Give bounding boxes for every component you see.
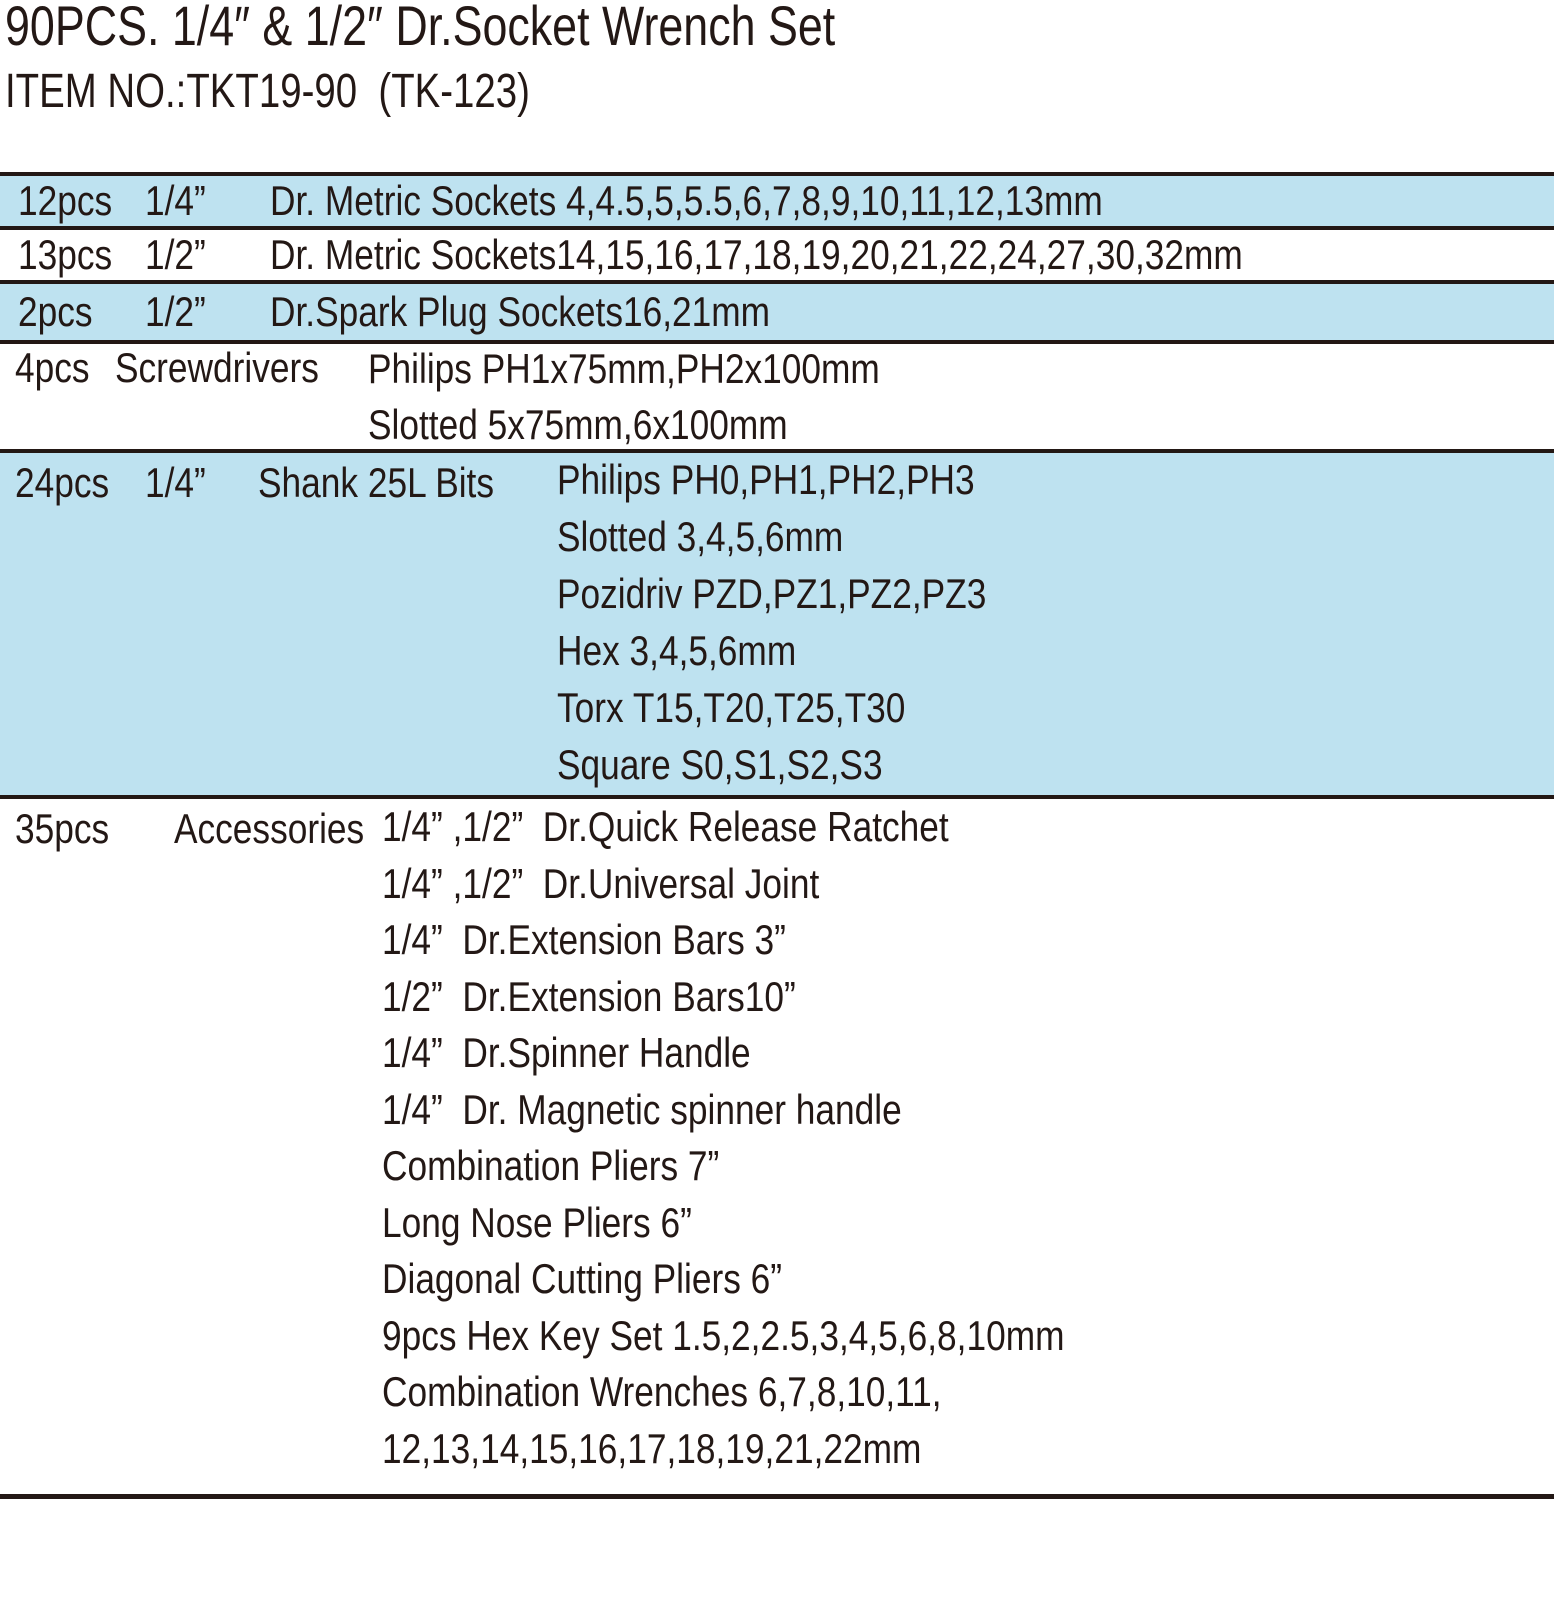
detail-line: Slotted 3,4,5,6mm <box>557 513 844 560</box>
qty-cell: 4pcs <box>15 344 90 391</box>
item-number: ITEM NO.:TKT19-90 (TK-123) <box>5 65 530 118</box>
table-row <box>0 176 1554 226</box>
qty-cell: 35pcs <box>15 805 110 852</box>
page-title: 90PCS. 1/4″ & 1/2″ Dr.Socket Wrench Set <box>5 0 836 57</box>
table-row <box>0 449 1554 795</box>
detail-line: Slotted 5x75mm,6x100mm <box>368 401 788 448</box>
detail-line: Long Nose Pliers 6” <box>382 1198 692 1246</box>
qty-cell: 12pcs <box>18 177 113 224</box>
desc-cell: Dr. Metric Sockets 4,4.5,5,5.5,6,7,8,9,10,11,12,13mm <box>270 177 1103 224</box>
detail-line: Philips PH1x75mm,PH2x100mm <box>368 345 880 392</box>
detail-list <box>368 341 977 453</box>
detail-line: Square S0,S1,S2,S3 <box>557 741 883 788</box>
label-cell: Shank 25L Bits <box>258 459 495 506</box>
table-row <box>0 340 1554 449</box>
detail-line: 1/4” Dr.Spinner Handle <box>382 1029 751 1076</box>
size-cell: 1/4” <box>145 177 206 224</box>
detail-line: 1/4” ,1/2” Dr.Quick Release Ratchet <box>382 803 949 850</box>
table-row <box>0 795 1554 1494</box>
detail-line: 9pcs Hex Key Set 1.5,2,2.5,3,4,5,6,8,10mm <box>382 1311 1065 1359</box>
table-row <box>0 226 1554 280</box>
qty-cell: 13pcs <box>18 231 113 278</box>
detail-line: 1/2” Dr.Extension Bars10” <box>382 972 796 1020</box>
qty-cell: 24pcs <box>15 459 110 506</box>
detail-line: 12,13,14,15,16,17,18,19,21,22mm <box>382 1424 922 1472</box>
spec-table <box>0 172 1554 1499</box>
desc-cell: Dr.Spark Plug Sockets16,21mm <box>270 288 771 335</box>
detail-list <box>557 451 1068 793</box>
label-cell: Screwdrivers <box>115 344 319 391</box>
detail-line: Diagonal Cutting Pliers 6” <box>382 1255 783 1302</box>
detail-line: 1/4” Dr. Magnetic spinner handle <box>382 1085 902 1133</box>
detail-line: Combination Pliers 7” <box>382 1142 720 1189</box>
detail-line: Combination Wrenches 6,7,8,10,11, <box>382 1368 942 1415</box>
detail-line: 1/4” Dr.Extension Bars 3” <box>382 916 786 963</box>
size-cell: 1/2” <box>145 288 206 335</box>
detail-line: Pozidriv PZD,PZ1,PZ2,PZ3 <box>557 570 987 617</box>
desc-cell: Dr. Metric Sockets14,15,16,17,18,19,20,21,22,24,27,30,32mm <box>270 231 1243 278</box>
detail-line: Torx T15,T20,T25,T30 <box>557 684 906 731</box>
size-cell: 1/2” <box>145 231 206 278</box>
qty-cell: 2pcs <box>18 288 93 335</box>
detail-line: Philips PH0,PH1,PH2,PH3 <box>557 456 975 503</box>
table-row <box>0 280 1554 340</box>
detail-line: Hex 3,4,5,6mm <box>557 627 797 674</box>
label-cell: Accessories <box>174 805 365 852</box>
detail-list <box>382 799 1194 1477</box>
detail-line: 1/4” ,1/2” Dr.Universal Joint <box>382 859 820 907</box>
size-cell: 1/4” <box>145 459 206 506</box>
